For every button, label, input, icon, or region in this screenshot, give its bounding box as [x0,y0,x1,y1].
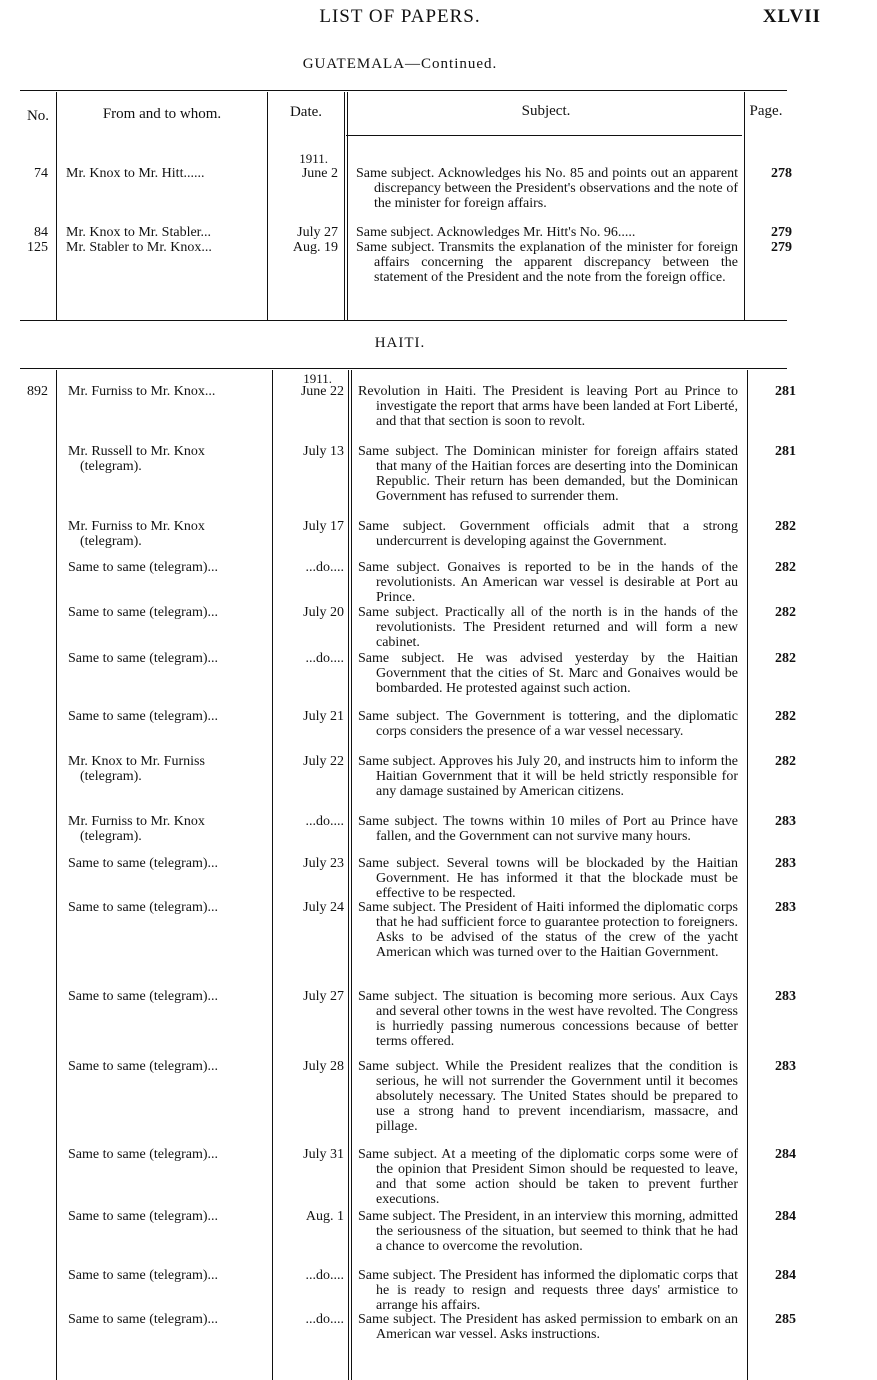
column-divider [351,370,352,1380]
column-header-subject: Subject. [521,103,571,119]
table-top-rule [20,90,787,91]
row-page: 282 [775,605,796,620]
row-page: 281 [775,384,796,399]
row-subject: Revolution in Haiti. The President is leaving Port au Prince to investigate the report that arms have been landed at Fort Liberté, and that that section is soon to revolt. [358,384,738,429]
row-subject: Same subject. Practically all of the north is in the hands of the revolutionists. The President returned and will form a new cabinet. [358,605,738,650]
row-page: 283 [775,814,796,829]
column-header-no: No. [26,108,50,124]
row-from: Same to same (telegram)... [68,900,219,915]
column-divider [347,92,348,320]
row-page: 285 [775,1312,796,1327]
row-subject: Same subject. At a meeting of the diplomatic corps some were of the opinion that President Simon should be requested to leave, and that some action should be taken to prevent further executions. [358,1147,738,1207]
row-from: Same to same (telegram)... [68,1268,219,1283]
row-subject: Same subject. Approves his July 20, and instructs him to inform the Haitian Government that it will be held strictly responsible for any damage sustained by American citizens. [358,754,738,799]
row-page: 283 [775,900,796,915]
row-number: 125 [27,240,48,255]
row-subject: Same subject. The President has asked permission to embark on an American war vessel. Asks instructions. [358,1312,738,1342]
row-page: 283 [775,989,796,1004]
row-from: Mr. Knox to Mr. Furniss [68,754,205,769]
column-divider [744,92,745,320]
row-date: July 22 [303,754,344,769]
row-date: ...do.... [305,1312,344,1327]
table-top-rule [20,368,787,369]
row-from: Mr. Knox to Mr. Hitt...... [66,166,205,181]
row-date: July 28 [303,1059,344,1074]
year-label: 1911. [303,371,332,386]
row-date: ...do.... [305,814,344,829]
row-from: Same to same (telegram)... [68,651,219,666]
column-divider [747,370,748,1380]
row-subject: Same subject. Government officials admit that a strong undercurrent is developing against the Government. [358,519,738,549]
column-divider [344,92,345,320]
row-from: Mr. Stabler to Mr. Knox... [66,240,212,255]
row-page: 282 [775,709,796,724]
row-subject: Same subject. The Government is tottering, and the diplomatic corps considers the presence of a war vessel necessary. [358,709,738,739]
row-date: June 22 [300,384,344,399]
column-divider [267,92,268,320]
column-divider [56,92,57,320]
row-page: 283 [775,1059,796,1074]
row-subject: Same subject. Acknowledges his No. 85 and points out an apparent discrepancy between the President's observations and the note of the minister for foreign affairs. [356,166,738,211]
row-subject: Same subject. Transmits the explanation of the minister for foreign affairs concerning the apparent discrepancy between the statement of the President and the note from the foreign office. [356,240,738,285]
table-bottom-rule [20,320,787,321]
row-from: Mr. Furniss to Mr. Knox [68,814,205,829]
row-page: 282 [775,754,796,769]
row-date: Aug. 1 [305,1209,344,1224]
row-subject: Same subject. While the President realizes that the condition is serious, he will not surrender the Government until it becomes absolutely necessary. The United States should be prepared to use a strong hand to prevent incendiarism, massacre, and pillage. [358,1059,738,1134]
row-from: Same to same (telegram)... [68,856,219,871]
row-from: Mr. Russell to Mr. Knox [68,444,205,459]
row-subject: Same subject. Acknowledges Mr. Hitt's No. 96..... [356,225,636,240]
row-page: 279 [771,240,792,255]
row-from: Same to same (telegram)... [68,605,219,620]
row-from: Mr. Furniss to Mr. Knox... [68,384,216,399]
year-label: 1911. [299,151,328,166]
section-title-guatemala: GUATEMALA—Continued. [302,56,498,72]
column-header-from: From and to whom. [102,106,222,122]
row-number: 892 [27,384,48,399]
section-title-haiti: HAITI. [374,335,426,351]
row-subject: Same subject. The President, in an interview this morning, admitted the seriousness of the situation, but seemed to think that he had a chance to overcome the revolution. [358,1209,739,1254]
row-date: July 21 [303,709,344,724]
row-from: Same to same (telegram)... [68,1059,219,1074]
row-from-continued: (telegram). [80,769,142,784]
row-date: July 13 [303,444,344,459]
row-subject: Same subject. He was advised yesterday by the Haitian Government that the cities of St. Marc and Gonaives would be bombarded. He protested against such action. [358,651,738,696]
row-from-continued: (telegram). [80,829,142,844]
row-from: Same to same (telegram)... [68,1312,219,1327]
row-subject: Same subject. The President of Haiti informed the diplomatic corps that he had sufficient force to guarantee protection to foreigners. Asks to be advised of the status of the crew of the yacht American which was turned over to the Haitian Government. [358,900,738,960]
row-page: 284 [775,1147,796,1162]
row-date: July 31 [303,1147,344,1162]
row-page: 278 [771,166,792,181]
row-page: 282 [775,651,796,666]
row-date: July 23 [303,856,344,871]
row-date: July 27 [297,225,338,240]
row-page: 281 [775,444,796,459]
page-title: LIST OF PAPERS. [319,6,481,27]
row-from: Same to same (telegram)... [68,1209,219,1224]
row-subject: Same subject. The President has informed the diplomatic corps that he is ready to resign and requests three days' armistice to arrange his affairs. [358,1268,738,1313]
column-divider [348,370,349,1380]
row-from: Same to same (telegram)... [68,709,219,724]
row-page: 283 [775,856,796,871]
row-date: July 27 [303,989,344,1004]
row-date: June 2 [301,166,338,181]
column-header-date: Date. [289,104,323,120]
row-date: ...do.... [305,560,344,575]
row-from: Mr. Knox to Mr. Stabler... [66,225,212,240]
row-date: July 20 [303,605,344,620]
row-subject: Same subject. The towns within 10 miles of Port au Prince have fallen, and the Government can not survive many hours. [358,814,738,844]
row-subject: Same subject. The Dominican minister for foreign affairs stated that many of the Haitian forces are deserting into the Dominican Republic. Their return has been demanded, but the Dominican Government has refused to surrender them. [358,444,738,504]
row-subject: Same subject. The situation is becoming more serious. Aux Cays and several other towns in the west have revolted. The Congress is hurriedly passing numerous concessions because of better terms offered. [358,989,738,1049]
page-number: XLVII [762,6,821,27]
row-from: Mr. Furniss to Mr. Knox [68,519,205,534]
row-from-continued: (telegram). [80,534,142,549]
row-page: 284 [775,1209,796,1224]
row-number: 84 [34,225,48,240]
column-divider [56,370,57,1380]
row-page: 282 [775,519,796,534]
row-page: 279 [771,225,792,240]
column-header-page: Page. [749,103,783,119]
row-date: July 24 [303,900,344,915]
subject-header-rule [346,135,742,136]
row-date: July 17 [303,519,344,534]
row-page: 282 [775,560,796,575]
row-date: ...do.... [305,651,344,666]
row-from: Same to same (telegram)... [68,1147,219,1162]
row-date: ...do.... [305,1268,344,1283]
row-from: Same to same (telegram)... [68,560,219,575]
row-date: Aug. 19 [292,240,338,255]
row-subject: Same subject. Several towns will be blockaded by the Haitian Government. He has informed it that the blockade must be effective to be respected. [358,856,738,901]
row-from-continued: (telegram). [80,459,142,474]
row-page: 284 [775,1268,796,1283]
row-from: Same to same (telegram)... [68,989,219,1004]
row-number: 74 [34,166,48,181]
row-subject: Same subject. Gonaives is reported to be in the hands of the revolutionists. An American war vessel is desirable at Port au Prince. [358,560,738,605]
